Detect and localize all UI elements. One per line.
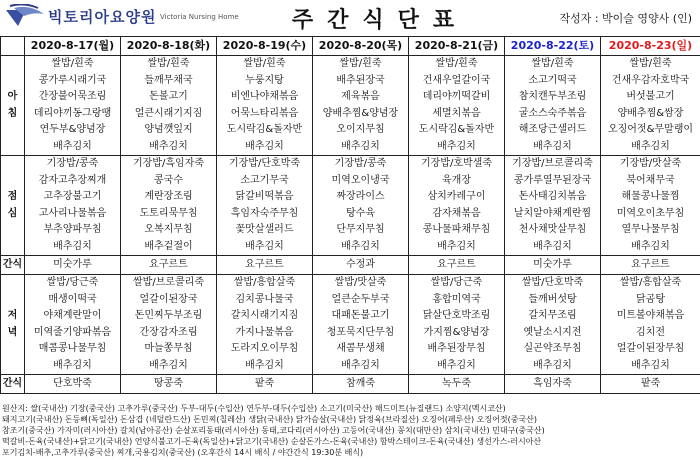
breakfast-cell [601,56,700,156]
menu-item: 김치전 [636,326,665,338]
menu-item: 쌀밥/브로콜리죽 [133,277,204,288]
dinner-cell [25,275,121,375]
menu-item: 갈치시래기지짐 [230,310,299,321]
menu-item: 제육볶음 [341,91,380,102]
menu-item: 배추된장국 [336,74,385,86]
menu-item: 옛날소시지전 [523,326,582,338]
menu-item: 쌀밥/흰죽 [531,58,574,69]
menu-item: 천사채맛살무침 [518,224,587,235]
menu-item: 오복지무침 [144,224,193,235]
menu-item: 쌀밥/흰죽 [51,58,94,69]
origin-note-line: 포기김치-배추,고추가루(중국산) 찌개,국용김치(중국산) (오후간식 14시 배식 / 야간간식 19:30분 배식) [2,448,364,457]
date-header: 2020-8-19(수) [217,37,313,56]
breakfast-row [1,56,700,156]
menu-item: 탕수육 [346,207,375,219]
menu-item: 기장밥/흑임자죽 [133,158,204,169]
menu-item: 콩가루열무된장국 [513,174,592,186]
menu-item: 쌀밥/흰죽 [147,58,190,69]
menu-item: 갈치무조림 [528,310,577,321]
evening-snack-row [1,375,700,394]
menu-item: 돈볼고기 [149,91,188,102]
menu-item: 대패돈불고기 [331,310,390,321]
origin-note-line: 참조기(중국산) 가자미(러시아산) 갈치(남아공산) 순살포리동태(러시아산) 동태,코다리(러시아산) 고등어(국내산) 꽁치(대만산) 삼치(국내산) 민대구(중국산) [2,426,545,435]
menu-item: 계란장조림 [144,191,193,202]
menu-item: 비엔나야채볶음 [230,91,299,102]
lunch-cell [313,156,409,256]
lunch-cell [409,156,505,256]
evening-snack-cell: 참깨죽 [313,375,409,394]
breakfast-cell [25,56,121,156]
menu-item: 배추김치 [341,240,380,252]
menu-item: 콩국수 [154,174,183,186]
date-header: 2020-8-18(화) [121,37,217,56]
menu-item: 배추김치 [53,240,92,252]
menu-item: 콩가루시래기국 [38,74,107,86]
afternoon-snack-cell: 요구르트 [217,256,313,275]
menu-item: 기장밥/맛살죽 [619,158,682,169]
menu-item: 쌀밥/흰죽 [629,58,672,69]
menu-item: 미역오이초무침 [616,207,685,219]
evening-snack-cell: 녹두죽 [409,375,505,394]
menu-item: 양배추찜&쌈장 [617,107,684,119]
menu-item: 배추김치 [631,140,670,152]
lunch-label: 점 심 [1,156,25,256]
menu-item: 들깨버섯탕 [528,293,577,305]
menu-item: 닭곰탕 [636,293,665,305]
menu-item: 감자고추장찌개 [38,174,107,186]
menu-item: 배추김치 [149,140,188,152]
menu-item: 육개장 [442,174,471,186]
menu-item: 건새우얼갈이국 [422,74,491,86]
dinner-cell [601,275,700,375]
menu-item: 기장밥/콩죽 [334,158,387,169]
menu-item: 가지나물볶음 [235,326,294,338]
menu-item: 감자채볶음 [432,207,481,219]
afternoon-snack-cell: 수정과 [313,256,409,275]
evening-snack-cell: 단호박죽 [25,375,121,394]
menu-item: 쌀밥/당근죽 [46,277,99,288]
menu-item: 참치캔두부조림 [518,91,587,102]
menu-item: 도라지오이무침 [230,343,299,354]
menu-item: 세멸치볶음 [432,107,481,119]
menu-item: 고추장불고기 [43,191,102,202]
menu-item: 가지찜&양념장 [423,326,490,338]
date-header-sunday: 2020-8-23(일) [601,37,700,56]
logo-name: 빅토리아요양원 [48,8,157,26]
date-header: 2020-8-20(목) [313,37,409,56]
menu-item: 홍합미역국 [432,293,481,305]
menu-item: 쌀밥/흥합살죽 [619,277,682,288]
menu-item: 새콤무생채 [336,343,385,354]
menu-item: 흑임자숙주무침 [230,207,299,219]
menu-item: 열무나물무침 [621,224,680,235]
menu-item: 배추된장무침 [427,343,486,354]
origin-note-line: 원산지: 쌀(국내산) 기장(중국산) 고추가루(중국산) 두부-대두(수입산) 연두부-대두(수입산) 소고기(미국산) 해드미트(뉴질랜드) 소양지(멕시코산) [2,404,506,413]
menu-item: 누룽지탕 [245,74,284,86]
lunch-cell [121,156,217,256]
dinner-cell [409,275,505,375]
menu-item: 도시락김&돌자반 [226,124,303,135]
menu-item: 오이지무침 [336,124,385,135]
menu-item: 배추김치 [437,240,476,252]
menu-item: 쌀밥/단호박죽 [521,277,584,288]
menu-item: 배추김치 [533,359,572,371]
menu-item: 배추김치 [245,240,284,252]
afternoon-snack-cell: 요구르트 [409,256,505,275]
dinner-row [1,275,700,375]
menu-item: 양념깻잎지 [144,124,193,135]
origin-notes [2,403,698,458]
menu-item: 단무지무침 [336,224,385,235]
menu-item: 매콤콩나물무침 [38,343,107,354]
menu-item: 배추김치 [53,140,92,152]
menu-item: 배추김치 [341,359,380,371]
menu-item: 짜장라이스 [336,191,385,202]
menu-item: 북어채무국 [626,174,675,186]
logo-icon [4,4,46,30]
evening-snack-cell: 팥죽 [601,375,700,394]
menu-item: 청포묵지단무침 [326,326,395,338]
evening-snack-cell: 땅콩죽 [121,375,217,394]
lunch-cell [505,156,601,256]
menu-item: 데리야끼떡갈비 [422,91,491,102]
origin-note-line: 떡갈비-돈육(국내산)+닭고기(국내산) 언양식불고기-돈육(독일산)+닭고기(국내산) 순살돈가스-돈육(국내산) 함박스테이크-돈육(국내산) 생선가스-러시아산 [2,437,542,446]
menu-item: 돈사태김치볶음 [518,191,587,202]
origin-note-line: 돼지고기(국내산) 돈등뼈(독일산) 돈삼겹 (네덜란드산) 돈민찌(칠레산) 생닭(국내산) 닭가슴살(국내산) 닭정육(브라질산) 오징어(페루산) 오징어젓(중국산) [2,415,538,424]
menu-item: 건새우감자호박국 [611,74,690,86]
menu-item: 쌀밥/흰죽 [339,58,382,69]
menu-item: 미역줄기양파볶음 [33,326,112,338]
menu-item: 쌀밥/맛살죽 [334,277,387,288]
page-title: 주간식단표 [291,8,469,33]
menu-item: 연두부&양념장 [39,124,106,135]
menu-item: 마늘쫑무침 [144,343,193,354]
menu-item: 어묵느타리볶음 [230,107,299,119]
menu-item: 도토리묵무침 [139,207,198,219]
dinner-cell [313,275,409,375]
date-header-row [1,37,700,56]
menu-item: 간장감자조림 [139,326,198,338]
menu-item: 들깨무채국 [144,74,193,86]
menu-item: 돈민찌두부조림 [134,310,203,321]
evening-snack-label: 간식 [1,375,25,394]
date-header: 2020-8-21(금) [409,37,505,56]
header [0,0,700,36]
menu-item: 쌀밥/흥합살죽 [233,277,296,288]
menu-item: 배추김치 [437,140,476,152]
afternoon-snack-cell: 요구르트 [121,256,217,275]
menu-item: 배추김치 [149,359,188,371]
afternoon-snack-cell: 미숫가루 [505,256,601,275]
menu-item: 배추김치 [245,140,284,152]
menu-item: 기장밥/콩죽 [46,158,99,169]
menu-item: 야채계란말이 [43,310,102,321]
menu-item: 부추양파무침 [43,224,102,235]
menu-item: 소고기떡국 [528,74,577,86]
menu-item: 얼갈이된장국 [139,293,198,305]
corner-cell [1,37,25,56]
menu-item: 얼큰순두부국 [331,293,390,305]
menu-item: 해물콩나물찜 [621,191,680,202]
menu-item: 얼갈이된장무침 [616,343,685,354]
menu-item: 양배추찜&양념장 [322,107,399,119]
weekly-menu-table [0,36,700,394]
menu-item: 기장밥/단호박죽 [229,158,300,169]
menu-item: 미역오이냉국 [331,174,390,186]
dinner-label: 저 녁 [1,275,25,375]
menu-item: 고사리나물볶음 [38,207,107,219]
lunch-cell [217,156,313,256]
dinner-cell [121,275,217,375]
menu-item: 쌀밥/흰죽 [435,58,478,69]
dinner-cell [505,275,601,375]
menu-item: 닭살단호박조림 [422,310,491,321]
menu-item: 콩나물파채무침 [422,224,491,235]
menu-item: 배추김치 [53,359,92,371]
date-header: 2020-8-17(월) [25,37,121,56]
menu-item: 배추겉절이 [144,240,193,252]
menu-item: 굴소스숙주볶음 [518,107,587,119]
lunch-cell [601,156,700,256]
dinner-cell [217,275,313,375]
menu-item: 얼큰시래기지짐 [134,107,203,119]
menu-item: 오징어젓&무말랭이 [607,124,694,135]
menu-item: 꽃맛살샐러드 [235,224,294,235]
lunch-cell [25,156,121,256]
menu-item: 데리야끼동그랑땡 [33,107,112,119]
menu-item: 매생이떡국 [48,293,97,305]
breakfast-cell [313,56,409,156]
breakfast-label: 아 침 [1,56,25,156]
menu-item: 날치알야채계란찜 [513,207,592,219]
evening-snack-cell: 팥죽 [217,375,313,394]
menu-item: 쌀밥/흰죽 [243,58,286,69]
lunch-row [1,156,700,256]
menu-item: 삼치카레구이 [427,191,486,202]
menu-item: 배추김치 [533,140,572,152]
breakfast-cell [121,56,217,156]
menu-item: 배추김치 [631,240,670,252]
menu-item: 배추김치 [341,140,380,152]
menu-item: 기장밥/브로콜리죽 [512,158,593,169]
menu-item: 실곤약조무침 [523,343,582,354]
date-header-saturday: 2020-8-22(토) [505,37,601,56]
afternoon-snack-label: 간식 [1,256,25,275]
menu-item: 쌀밥/당근죽 [430,277,483,288]
afternoon-snack-row [1,256,700,275]
menu-item: 버섯불고기 [626,91,675,102]
breakfast-cell [217,56,313,156]
logo-subtitle: Victoria Nursing Home [160,13,239,21]
menu-item: 닭갈비떡볶음 [235,191,294,202]
menu-item: 기장밥/호박샐죽 [421,158,492,169]
menu-item: 배추김치 [437,359,476,371]
menu-item: 소고기무국 [240,174,289,186]
menu-item: 배추김치 [631,359,670,371]
author-info: 작성자 : 박이슬 영양사 (인) [559,12,692,25]
menu-item: 해조당근샐러드 [518,124,587,135]
menu-item: 김치콩나물국 [235,293,294,305]
evening-snack-cell: 흑임자죽 [505,375,601,394]
menu-item: 미트볼야채볶음 [616,310,685,321]
menu-item: 간장불어묵조림 [38,91,107,102]
menu-item: 배추김치 [533,240,572,252]
menu-item: 도시락김&돌자반 [418,124,495,135]
menu-item: 배추김치 [245,359,284,371]
breakfast-cell [409,56,505,156]
breakfast-cell [505,56,601,156]
afternoon-snack-cell: 미숫가루 [25,256,121,275]
afternoon-snack-cell: 요구르트 [601,256,700,275]
